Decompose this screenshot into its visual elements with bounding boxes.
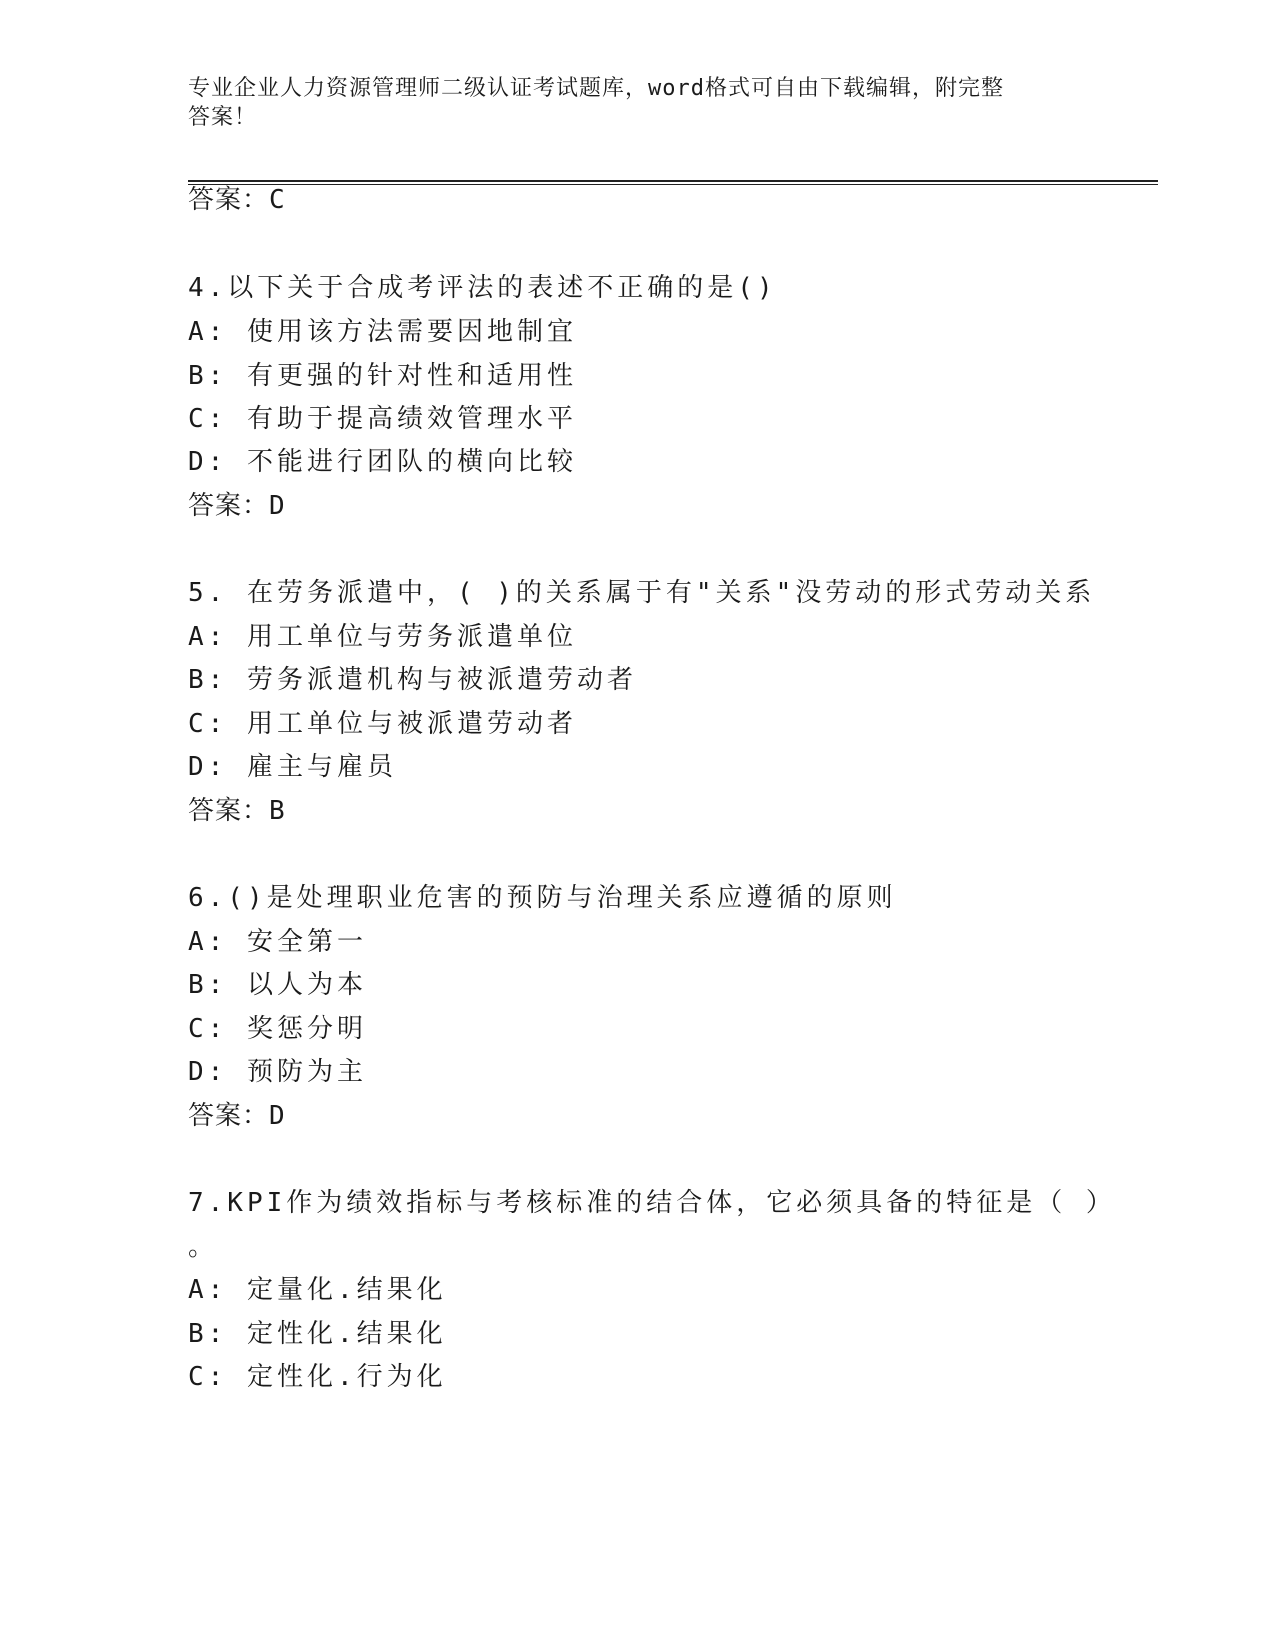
question-7-option-c: C: 定性化.行为化 [188, 1362, 447, 1392]
header-line-1: 专业企业人力资源管理师二级认证考试题库，word格式可自由下载编辑，附完整 [188, 76, 1004, 101]
question-7-stem-continuation: 。 [188, 1232, 219, 1262]
question-7-option-a: A: 定量化.结果化 [188, 1275, 447, 1305]
question-6-option-a: A: 安全第一 [188, 927, 367, 957]
question-5-option-a: A: 用工单位与劳务派遣单位 [188, 622, 577, 652]
answer-prev: 答案：C [188, 185, 286, 215]
question-7-option-b: B: 定性化.结果化 [188, 1319, 447, 1349]
question-4-option-b: B: 有更强的针对性和适用性 [188, 361, 577, 391]
header-line-2: 答案！ [188, 105, 258, 130]
question-5-answer: 答案：B [188, 796, 286, 826]
question-6-option-d: D: 预防为主 [188, 1057, 367, 1087]
page-header [188, 74, 1088, 132]
header-divider-thin [188, 184, 1158, 185]
question-6-answer: 答案：D [188, 1101, 286, 1131]
question-5-stem: 5. 在劳务派遣中，( )的关系属于有"关系"没劳动的形式劳动关系 [188, 578, 1096, 608]
question-4-option-a: A: 使用该方法需要因地制宜 [188, 317, 577, 347]
question-5-option-d: D: 雇主与雇员 [188, 752, 397, 782]
header-divider [188, 180, 1158, 182]
question-7-stem: 7.KPI作为绩效指标与考核标准的结合体，它必须具备的特征是（ ） [188, 1188, 1116, 1218]
question-4-answer: 答案：D [188, 491, 286, 521]
question-4-option-c: C: 有助于提高绩效管理水平 [188, 404, 577, 434]
question-6-option-b: B: 以人为本 [188, 970, 367, 1000]
question-6-stem: 6.()是处理职业危害的预防与治理关系应遵循的原则 [188, 883, 897, 913]
question-4-stem: 4.以下关于合成考评法的表述不正确的是() [188, 273, 777, 303]
question-5-option-c: C: 用工单位与被派遣劳动者 [188, 709, 577, 739]
question-4-option-d: D: 不能进行团队的横向比较 [188, 447, 577, 477]
question-6-option-c: C: 奖惩分明 [188, 1014, 367, 1044]
question-5-option-b: B: 劳务派遣机构与被派遣劳动者 [188, 665, 637, 695]
